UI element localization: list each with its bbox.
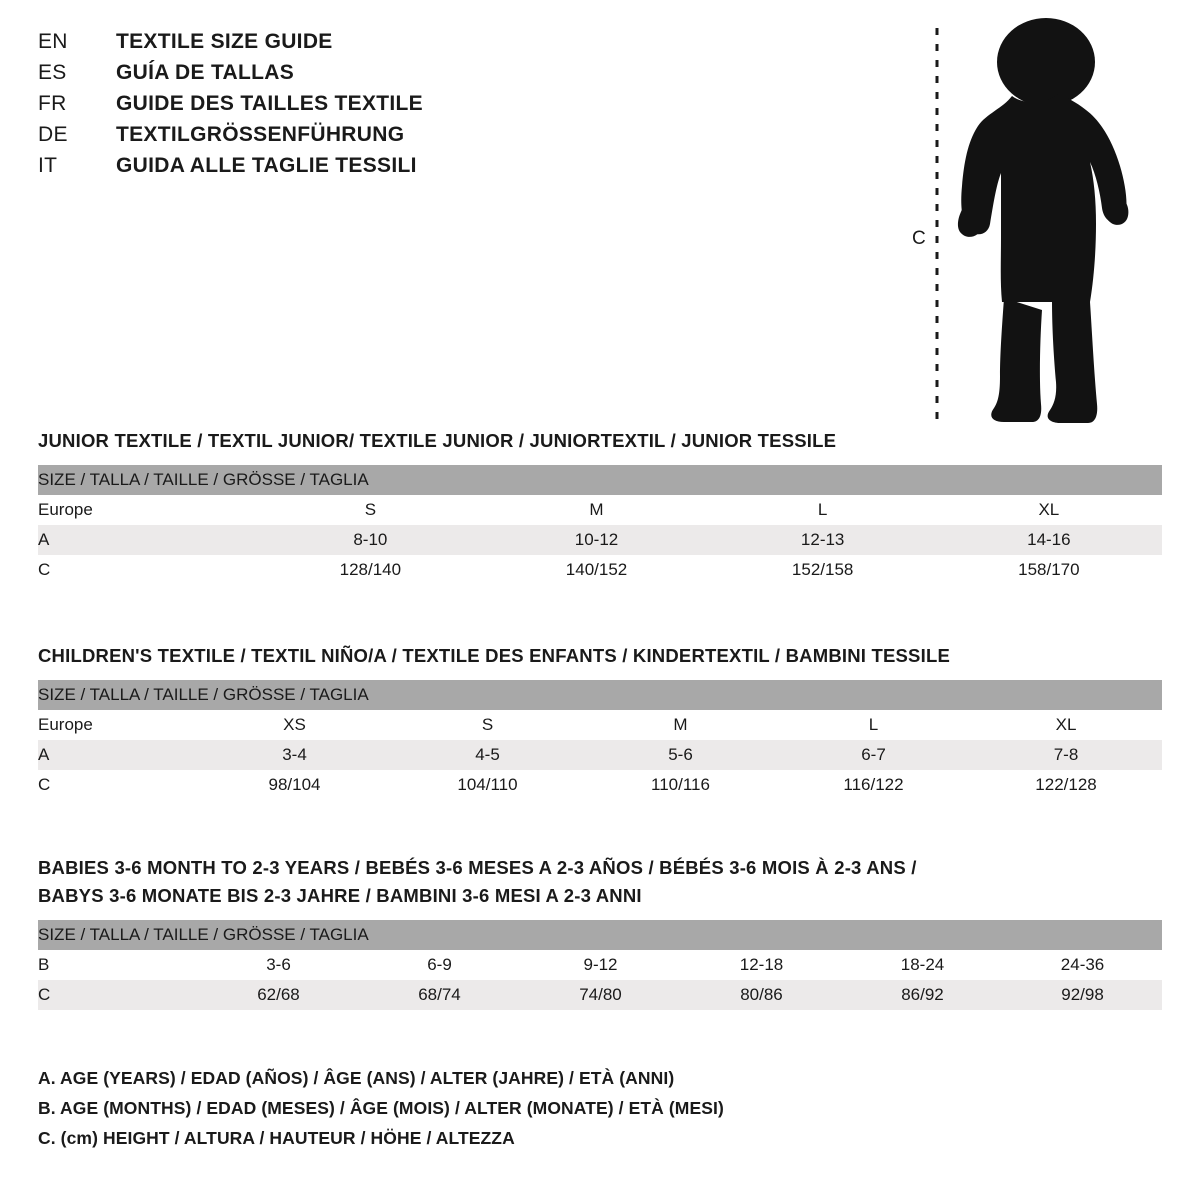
cell-value: 6-7	[777, 740, 970, 770]
band-header-label: SIZE / TALLA / TAILLE / GRÖSSE / TAGLIA	[38, 680, 1162, 710]
row-label: Europe	[38, 710, 198, 740]
header-lang-code: ES	[38, 61, 67, 84]
header-title-text: TEXTILGRÖSSENFÜHRUNG	[116, 123, 405, 146]
cell-value: 158/170	[936, 555, 1162, 585]
row-label: B	[38, 950, 198, 980]
table-row	[38, 495, 1162, 525]
table-row	[38, 525, 1162, 555]
cell-value: 12-13	[710, 525, 936, 555]
cell-value: 12-18	[681, 950, 842, 980]
header-row	[38, 61, 678, 92]
section-title: CHILDREN'S TEXTILE / TEXTIL NIÑO/A / TEXTILE DES ENFANTS / KINDERTEXTIL / BAMBINI TESSILE	[38, 645, 950, 666]
section-title: BABIES 3-6 MONTH TO 2-3 YEARS / BEBÉS 3-6 MESES A 2-3 AÑOS / BÉBÉS 3-6 MOIS À 2-3 ANS /	[38, 857, 917, 878]
header-title-text: GUIDA ALLE TAGLIE TESSILI	[116, 154, 417, 177]
row-label: A	[38, 525, 257, 555]
babies-size-table	[38, 920, 1162, 1010]
header-lang-code: EN	[38, 30, 68, 53]
cell-value: 128/140	[257, 555, 483, 585]
section-title-line2: BABYS 3-6 MONATE BIS 2-3 JAHRE / BAMBINI 3-6 MESI A 2-3 ANNI	[38, 885, 642, 906]
cell-value: 7-8	[970, 740, 1162, 770]
table-row	[38, 740, 1162, 770]
section-title: JUNIOR TEXTILE / TEXTIL JUNIOR/ TEXTILE JUNIOR / JUNIORTEXTIL / JUNIOR TESSILE	[38, 430, 837, 451]
cell-value: 6-9	[359, 950, 520, 980]
legend-line-a: A. AGE (YEARS) / EDAD (AÑOS) / ÂGE (ANS) / ALTER (JAHRE) / ETÀ (ANNI)	[38, 1068, 675, 1088]
row-label: C	[38, 980, 198, 1010]
cell-value: 3-6	[198, 950, 359, 980]
cell-value: 18-24	[842, 950, 1003, 980]
cell-value: 8-10	[257, 525, 483, 555]
cell-value: S	[391, 710, 584, 740]
header-lang-code: IT	[38, 154, 58, 177]
row-label: A	[38, 740, 198, 770]
cell-value: 152/158	[710, 555, 936, 585]
cell-value: 4-5	[391, 740, 584, 770]
cell-value: 10-12	[483, 525, 709, 555]
table-band-header	[38, 680, 1162, 710]
cell-value: XL	[936, 495, 1162, 525]
cell-value: XL	[970, 710, 1162, 740]
section-junior-textile	[38, 430, 1162, 585]
cell-value: 14-16	[936, 525, 1162, 555]
header-title-text: GUIDE DES TAILLES TEXTILE	[116, 92, 423, 115]
table-row	[38, 710, 1162, 740]
header-title-text: TEXTILE SIZE GUIDE	[116, 30, 333, 53]
cell-value: 3-4	[198, 740, 391, 770]
header-language-titles	[38, 30, 678, 185]
row-label: Europe	[38, 495, 257, 525]
header-lang-code: FR	[38, 92, 67, 115]
cell-value: 92/98	[1003, 980, 1162, 1010]
cell-value: 68/74	[359, 980, 520, 1010]
legend-line-c: C. (cm) HEIGHT / ALTURA / HAUTEUR / HÖHE / ALTEZZA	[38, 1128, 515, 1148]
cell-value: L	[777, 710, 970, 740]
cell-value: 116/122	[777, 770, 970, 800]
children-size-table	[38, 680, 1162, 800]
table-row	[38, 555, 1162, 585]
cell-value: 62/68	[198, 980, 359, 1010]
cell-value: 98/104	[198, 770, 391, 800]
header-title-text: GUÍA DE TALLAS	[116, 61, 295, 84]
table-band-header	[38, 920, 1162, 950]
cell-value: M	[584, 710, 777, 740]
cell-value: L	[710, 495, 936, 525]
table-band-header	[38, 465, 1162, 495]
figure-measure-label: C	[912, 228, 926, 249]
section-babies-textile	[38, 857, 1162, 1010]
cell-value: XS	[198, 710, 391, 740]
band-header-label: SIZE / TALLA / TAILLE / GRÖSSE / TAGLIA	[38, 465, 1162, 495]
cell-value: 5-6	[584, 740, 777, 770]
header-row	[38, 123, 678, 154]
junior-size-table	[38, 465, 1162, 585]
cell-value: 122/128	[970, 770, 1162, 800]
cell-value: 140/152	[483, 555, 709, 585]
silhouette-shape	[958, 18, 1128, 423]
cell-value: 80/86	[681, 980, 842, 1010]
table-row	[38, 770, 1162, 800]
section-children-textile	[38, 645, 1162, 800]
child-silhouette-icon	[900, 10, 1160, 430]
cell-value: 9-12	[520, 950, 681, 980]
cell-value: 24-36	[1003, 950, 1162, 980]
child-silhouette-figure	[900, 10, 1160, 430]
cell-value: 110/116	[584, 770, 777, 800]
cell-value: M	[483, 495, 709, 525]
cell-value: S	[257, 495, 483, 525]
cell-value: 104/110	[391, 770, 584, 800]
row-label: C	[38, 555, 257, 585]
table-row	[38, 980, 1162, 1010]
cell-value: 86/92	[842, 980, 1003, 1010]
row-label: C	[38, 770, 198, 800]
legend-block	[38, 1063, 1038, 1153]
band-header-label: SIZE / TALLA / TAILLE / GRÖSSE / TAGLIA	[38, 920, 1162, 950]
table-row	[38, 950, 1162, 980]
cell-value: 74/80	[520, 980, 681, 1010]
header-row	[38, 92, 678, 123]
header-lang-code: DE	[38, 123, 68, 146]
header-row	[38, 154, 678, 185]
legend-line-b: B. AGE (MONTHS) / EDAD (MESES) / ÂGE (MOIS) / ALTER (MONATE) / ETÀ (MESI)	[38, 1098, 724, 1118]
header-row	[38, 30, 678, 61]
